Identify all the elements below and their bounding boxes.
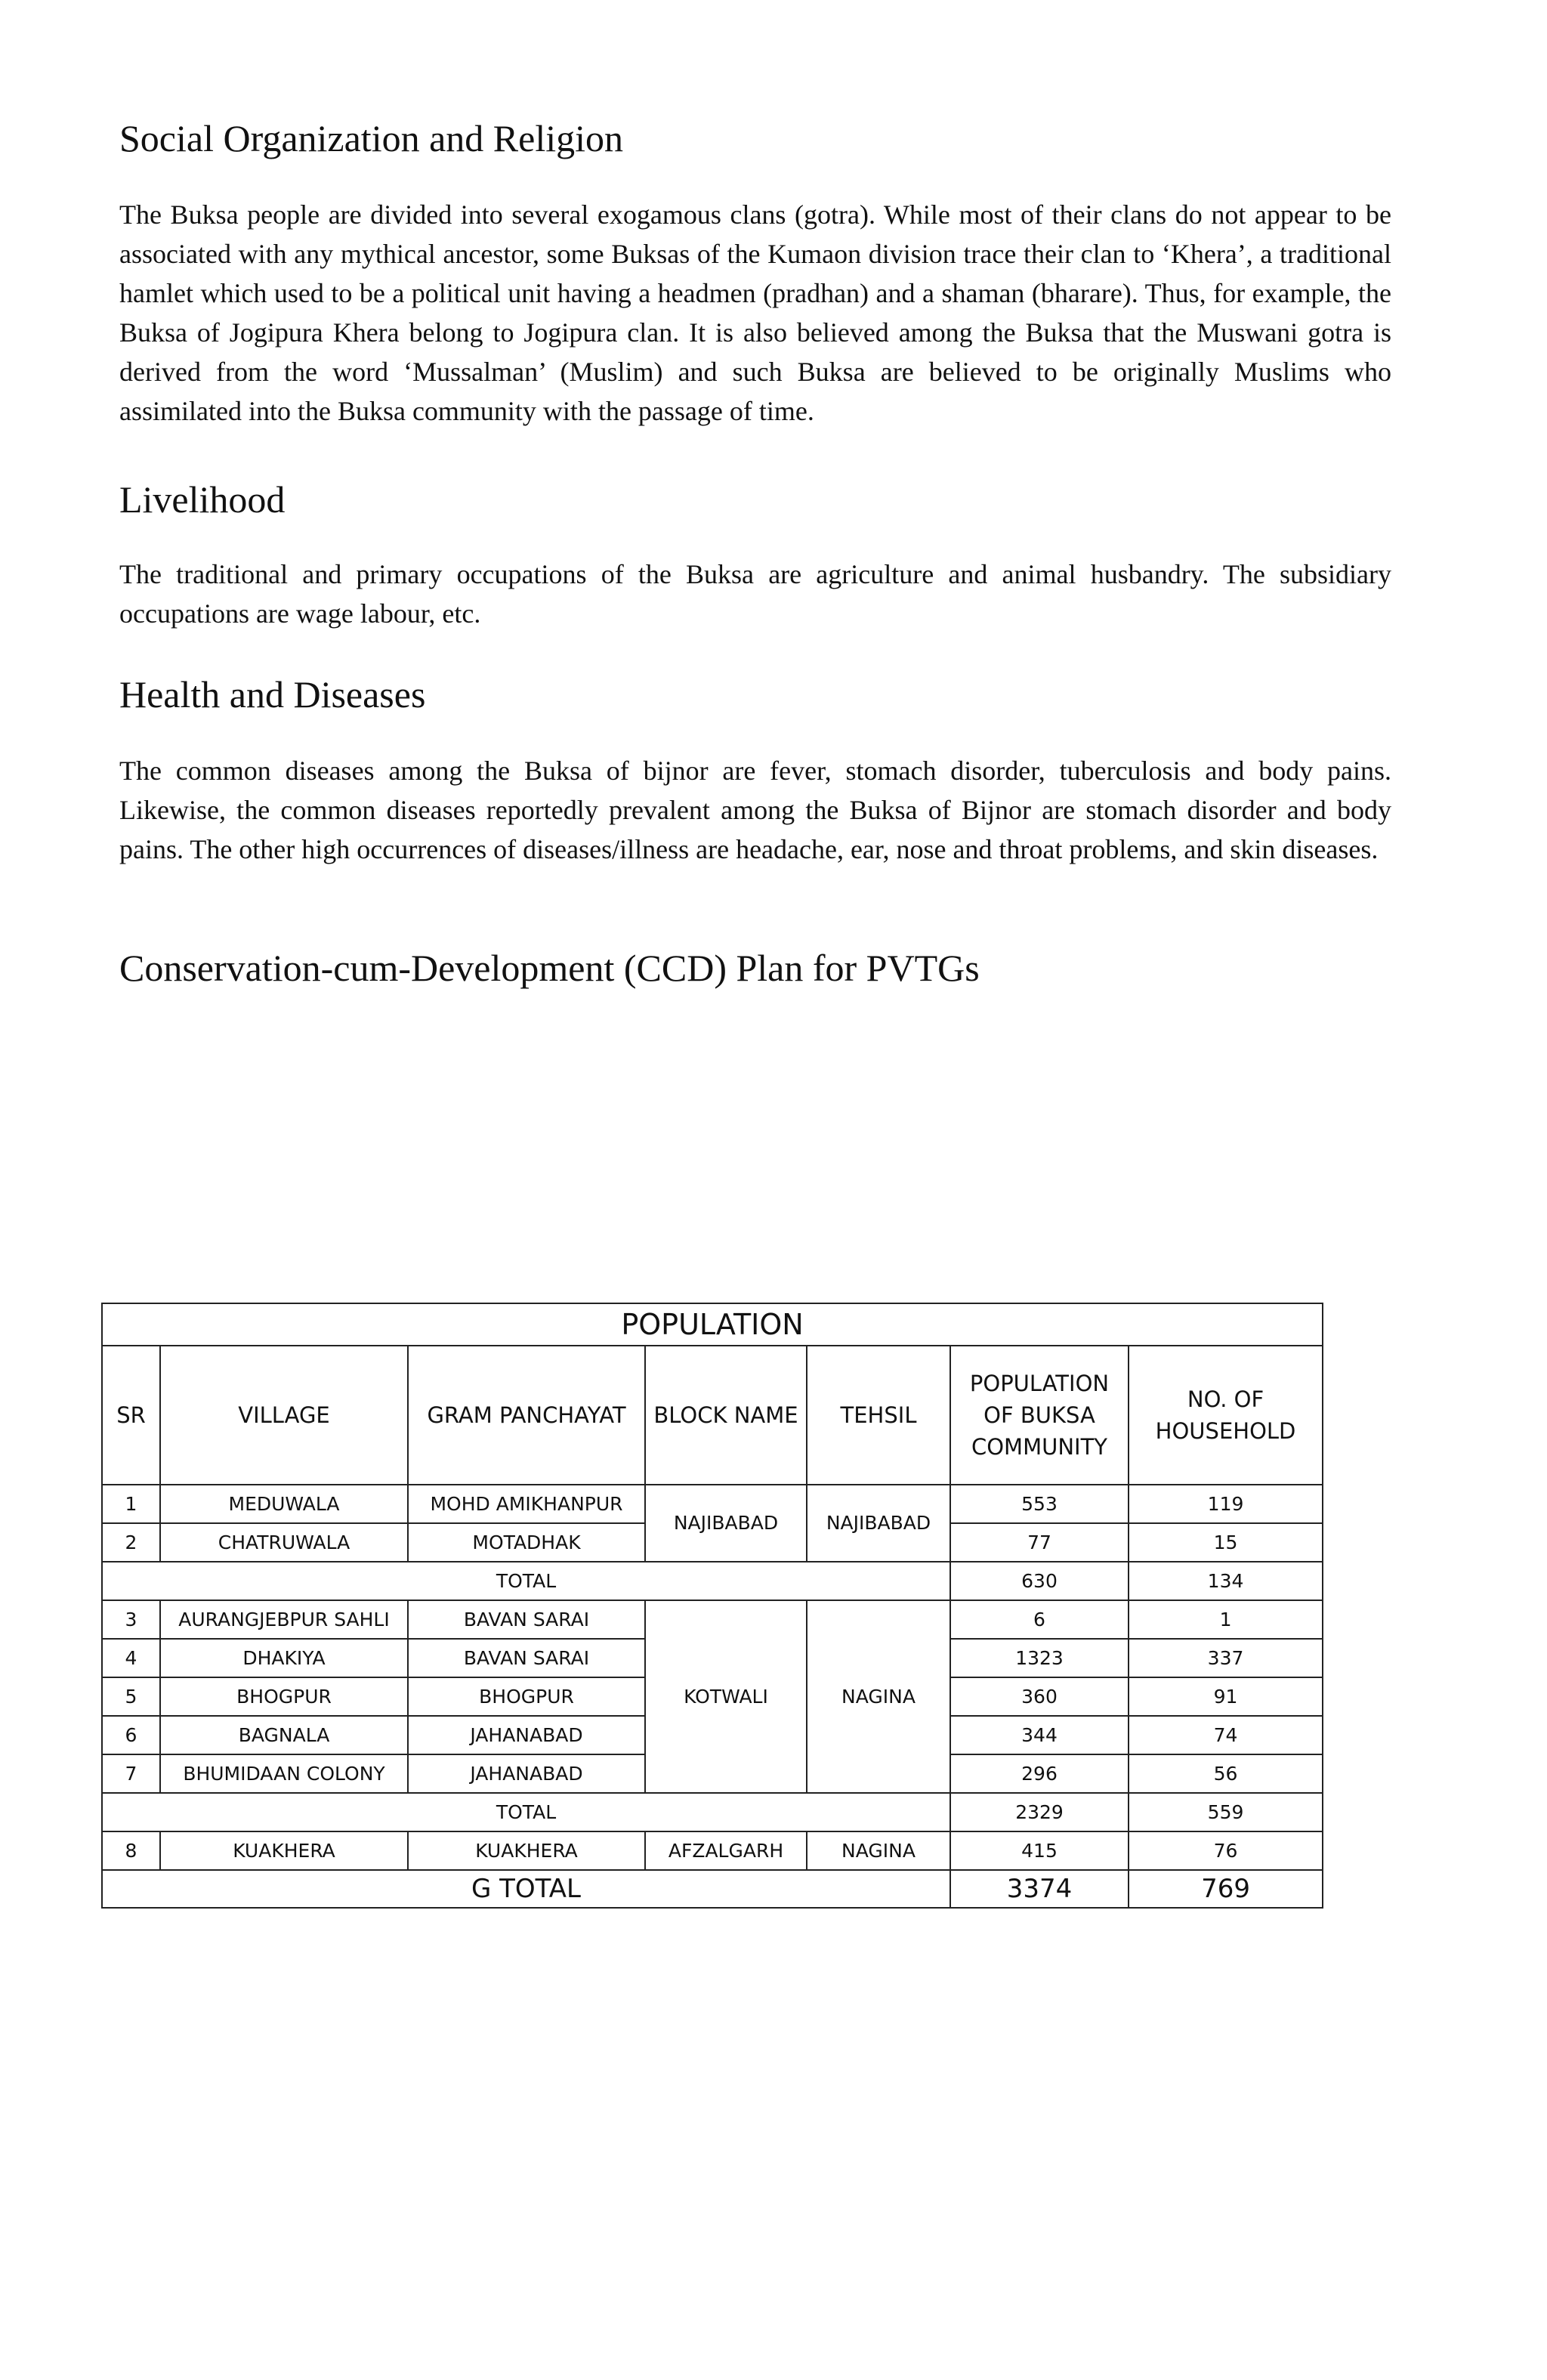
cell-households: 15 <box>1129 1523 1323 1562</box>
header-sr: SR <box>102 1346 160 1485</box>
cell-tehsil: NAGINA <box>807 1600 950 1793</box>
grand-total-population: 3374 <box>950 1870 1129 1908</box>
cell-gram-panchayat: MOTADHAK <box>408 1523 645 1562</box>
cell-sr: 2 <box>102 1523 160 1562</box>
cell-block-name: NAJIBABAD <box>645 1485 807 1562</box>
cell-sr: 3 <box>102 1600 160 1639</box>
cell-block-name: AFZALGARH <box>645 1831 807 1870</box>
heading-ccd-plan: Conservation-cum-Development (CCD) Plan for PVTGs <box>119 947 980 989</box>
grand-total-households: 769 <box>1129 1870 1323 1908</box>
cell-households: 337 <box>1129 1639 1323 1677</box>
grand-total-label: G TOTAL <box>102 1870 950 1908</box>
cell-population: 360 <box>950 1677 1129 1716</box>
cell-sr: 8 <box>102 1831 160 1870</box>
table-grand-total-row <box>102 1870 1323 1908</box>
cell-tehsil: NAGINA <box>807 1831 950 1870</box>
table-total-row <box>102 1562 1323 1600</box>
cell-population: 77 <box>950 1523 1129 1562</box>
cell-tehsil: NAJIBABAD <box>807 1485 950 1562</box>
header-tehsil: TEHSIL <box>807 1346 950 1485</box>
total-population: 630 <box>950 1562 1129 1600</box>
cell-sr: 5 <box>102 1677 160 1716</box>
cell-village: AURANGJEBPUR SAHLI <box>160 1600 408 1639</box>
cell-gram-panchayat: BAVAN SARAI <box>408 1600 645 1639</box>
table-row <box>102 1831 1323 1870</box>
total-households: 559 <box>1129 1793 1323 1831</box>
total-population: 2329 <box>950 1793 1129 1831</box>
population-table <box>101 1303 1323 1909</box>
cell-gram-panchayat: JAHANABAD <box>408 1716 645 1754</box>
cell-households: 119 <box>1129 1485 1323 1523</box>
table-total-row <box>102 1793 1323 1831</box>
table-title-row <box>102 1303 1323 1346</box>
cell-gram-panchayat: BHOGPUR <box>408 1677 645 1716</box>
cell-block-name: KOTWALI <box>645 1600 807 1793</box>
cell-village: BHUMIDAAN COLONY <box>160 1754 408 1793</box>
header-gram-panchayat: GRAM PANCHAYAT <box>408 1346 645 1485</box>
cell-households: 91 <box>1129 1677 1323 1716</box>
cell-sr: 6 <box>102 1716 160 1754</box>
cell-sr: 7 <box>102 1754 160 1793</box>
cell-population: 553 <box>950 1485 1129 1523</box>
cell-gram-panchayat: BAVAN SARAI <box>408 1639 645 1677</box>
paragraph-social-organization: The Buksa people are divided into several exogamous clans (gotra). While most of their clans do not appear to be associated with any mythical ancestor, some Buksas of the Kumaon division trace their clan to ‘Khera’, a traditional hamlet which used to be a political unit having a headmen (pradhan) and a shaman (bharare). Thus, for example, the Buksa of Jogipura Khera belong to Jogipura clan. It is also believed among the Buksa that the Muswani gotra is derived from the word ‘Mussalman’ (Muslim) and such Buksa are believed to be originally Muslims who assimilated into the Buksa community with the passage of time. <box>119 199 1391 426</box>
table-header-row <box>102 1346 1323 1485</box>
table-row <box>102 1485 1323 1523</box>
cell-village: BHOGPUR <box>160 1677 408 1716</box>
paragraph-health-diseases: The common diseases among the Buksa of bijnor are fever, stomach disorder, tuberculosis and body pains. Likewise, the common diseases reportedly prevalent among the Buksa of Bijnor are stomach disorder and body pains. The other high occurrences of diseases/illness are headache, ear, nose and throat problems, and skin diseases. <box>119 756 1391 864</box>
header-households: NO. OF HOUSEHOLD <box>1129 1346 1323 1485</box>
table-title: POPULATION <box>102 1303 1323 1346</box>
total-label: TOTAL <box>102 1562 950 1600</box>
heading-social-organization: Social Organization and Religion <box>119 117 623 159</box>
cell-population: 344 <box>950 1716 1129 1754</box>
cell-population: 296 <box>950 1754 1129 1793</box>
cell-gram-panchayat: KUAKHERA <box>408 1831 645 1870</box>
cell-village: DHAKIYA <box>160 1639 408 1677</box>
heading-livelihood: Livelihood <box>119 478 286 521</box>
total-households: 134 <box>1129 1562 1323 1600</box>
header-block-name: BLOCK NAME <box>645 1346 807 1485</box>
cell-gram-panchayat: JAHANABAD <box>408 1754 645 1793</box>
cell-gram-panchayat: MOHD AMIKHANPUR <box>408 1485 645 1523</box>
cell-households: 56 <box>1129 1754 1323 1793</box>
cell-households: 1 <box>1129 1600 1323 1639</box>
table-row <box>102 1600 1323 1639</box>
header-village: VILLAGE <box>160 1346 408 1485</box>
heading-health-diseases: Health and Diseases <box>119 673 426 716</box>
cell-village: CHATRUWALA <box>160 1523 408 1562</box>
cell-population: 6 <box>950 1600 1129 1639</box>
cell-village: MEDUWALA <box>160 1485 408 1523</box>
total-label: TOTAL <box>102 1793 950 1831</box>
paragraph-livelihood: The traditional and primary occupations of the Buksa are agriculture and animal husbandry. The subsidiary occupations are wage labour, etc. <box>119 559 1391 629</box>
cell-households: 74 <box>1129 1716 1323 1754</box>
cell-village: BAGNALA <box>160 1716 408 1754</box>
cell-village: KUAKHERA <box>160 1831 408 1870</box>
cell-households: 76 <box>1129 1831 1323 1870</box>
cell-population: 1323 <box>950 1639 1129 1677</box>
header-population: POPULATION OF BUKSA COMMUNITY <box>950 1346 1129 1485</box>
cell-sr: 1 <box>102 1485 160 1523</box>
cell-population: 415 <box>950 1831 1129 1870</box>
cell-sr: 4 <box>102 1639 160 1677</box>
